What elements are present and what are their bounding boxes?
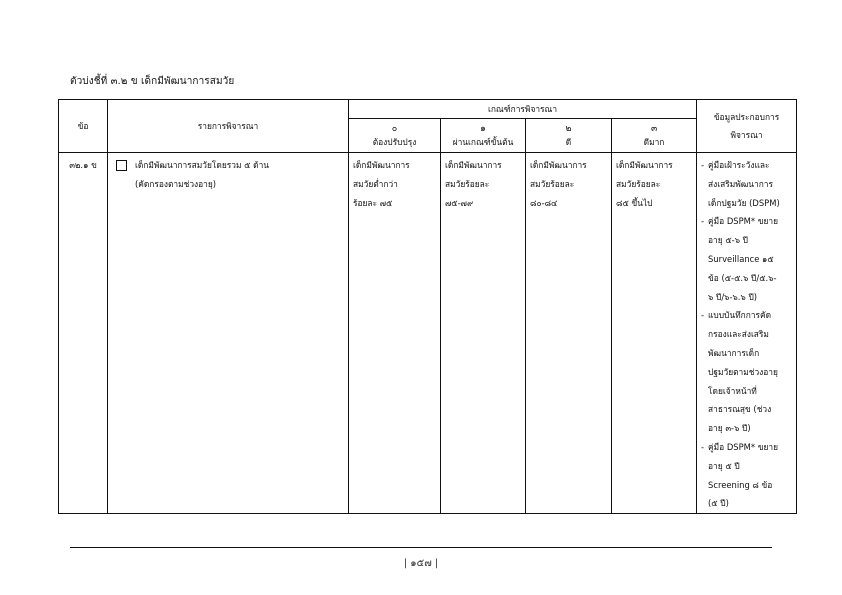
source-item: - แบบบันทึกการคัด กรองและส่งเสริม พัฒนาการเด็ก ปฐมวัยตามช่วงอายุ โดยเจ้าหน้าที่ สาธารณสุข (ช่วง อายุ ๓-๖ ปี)	[701, 310, 778, 434]
section-heading: ตัวบ่งชี้ที่ ๓.๒ ข เด็กมีพัฒนาการสมวัย	[70, 76, 235, 87]
footer-divider	[70, 547, 772, 548]
level-header: ๑ ผ่านเกณฑ์ขั้นต้น	[441, 119, 526, 153]
source-item: - คู่มือเฝ้าระวังและ ส่งเสริมพัฒนาการ เด็กปฐมวัย (DSPM)	[701, 160, 780, 208]
source-cell	[697, 153, 797, 514]
criteria-table	[58, 99, 797, 514]
item-text-line: เด็กมีพัฒนาการสมวัยโดยรวม ๕ ด้าน	[135, 160, 270, 170]
level-header: ๓ ดีมาก	[612, 119, 697, 153]
criteria-cell: เด็กมีพัฒนาการ สมวัยร้อยละ ๘๐-๘๔	[526, 153, 612, 514]
page-number: | ๑๕๗ |	[403, 558, 439, 569]
criteria-cell: เด็กมีพัฒนาการ สมวัยร้อยละ ๗๕-๗๙	[441, 153, 526, 514]
source-item: - คู่มือ DSPM* ขยาย อายุ ๕ ปี Screening ๘ ข้อ (๕ ปี)	[701, 441, 778, 509]
level-header: ๒ ดี	[526, 119, 612, 153]
row-code: ๓๒.๑ ข	[59, 153, 108, 514]
item-checkbox[interactable]	[116, 160, 127, 171]
criteria-cell: เด็กมีพัฒนาการ สมวัยร้อยละ ๘๕ ขึ้นไป	[612, 153, 697, 514]
item-text-line: (คัดกรองตามช่วงอายุ)	[135, 179, 217, 189]
source-item: - คู่มือ DSPM* ขยาย อายุ ๕-๖ ปี Surveillance ๑๕ ข้อ (๕-๕.๖ ปี/๕.๖- ๖ ปี/๖-๖.๖ ปี)	[701, 216, 778, 302]
criteria-cell: เด็กมีพัฒนาการ สมวัยต่ำกว่า ร้อยละ ๗๕	[349, 153, 441, 514]
header-source: ข้อมูลประกอบการพิจารณา	[697, 100, 797, 153]
header-no: ข้อ	[59, 100, 108, 153]
header-criteria: เกณฑ์การพิจารณา	[349, 100, 697, 119]
level-header: ๐ ต้องปรับปรุง	[349, 119, 441, 153]
row-item	[108, 153, 349, 514]
header-item: รายการพิจารณา	[108, 100, 349, 153]
